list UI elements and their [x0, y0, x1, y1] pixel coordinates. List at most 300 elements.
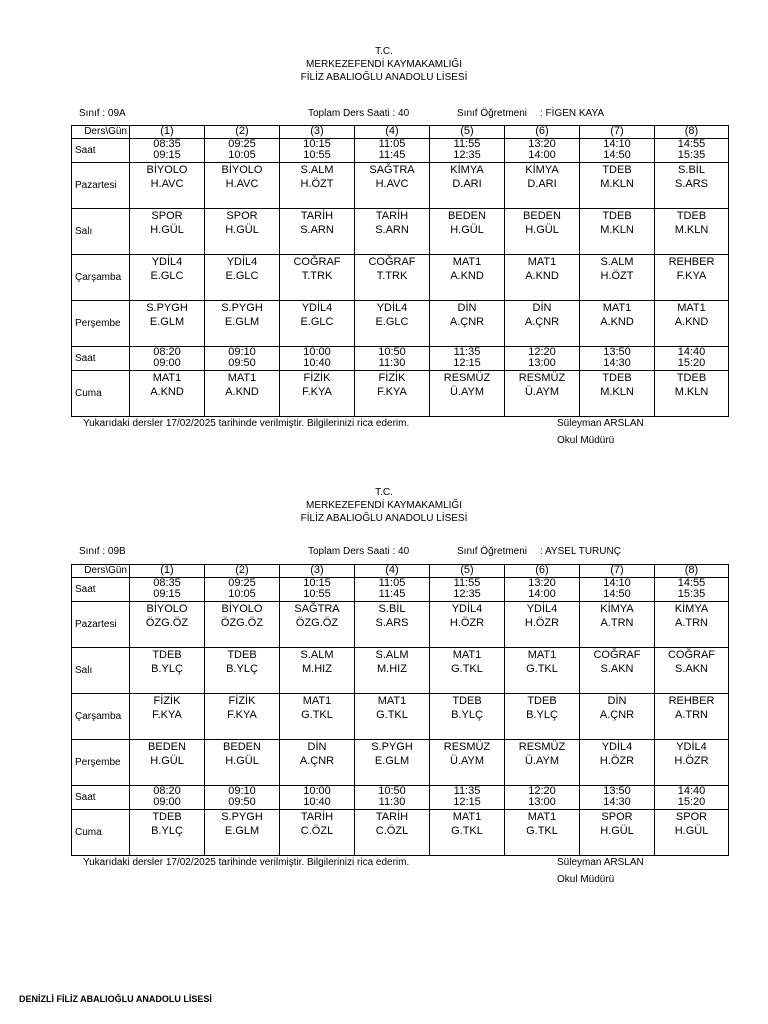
start-time: 13:20: [528, 577, 556, 589]
lesson-cell: [205, 602, 280, 648]
teacher-code: A.ÇNR: [299, 755, 335, 767]
start-time: 11:05: [378, 577, 406, 589]
teacher-code: H.AVC: [375, 178, 409, 190]
lesson-cell: [655, 371, 729, 417]
teacher-code: B.YLÇ: [151, 663, 183, 675]
teacher-code: E.GLM: [374, 755, 410, 767]
lesson-cell: [430, 301, 505, 347]
teacher-code: G.TKL: [376, 709, 408, 721]
teacher-code: F.KYA: [676, 270, 707, 282]
end-time: 13:00: [528, 357, 556, 369]
teacher-code: D.ARI: [452, 178, 482, 190]
note-text: Yukarıdaki dersler 17/02/2025 tarihinde verilmiştir. Bilgilerinizi rica ederim.: [83, 418, 410, 429]
teacher-code: H.ÖZR: [524, 617, 560, 629]
end-time: 14:00: [528, 588, 556, 600]
time-cell: [430, 786, 505, 810]
end-time: 09:50: [228, 357, 256, 369]
course-code: S.PYGH: [221, 302, 263, 314]
time-cell: [355, 139, 430, 163]
start-time: 09:25: [228, 138, 256, 150]
teacher-code: G.TKL: [526, 825, 558, 837]
time-cell: [205, 578, 280, 602]
course-code: BEDEN: [148, 741, 186, 753]
lesson-cell: [280, 301, 355, 347]
lesson-cell: [280, 694, 355, 740]
period-header: (8): [655, 126, 729, 139]
course-code: MAT1: [152, 372, 182, 384]
total-hours-label: Toplam Ders Saati : 40: [308, 108, 410, 119]
course-code: S.BİL: [678, 164, 705, 176]
time-cell: [205, 347, 280, 371]
course-code: RESMÜZ: [518, 741, 566, 753]
end-time: 09:00: [153, 357, 181, 369]
period-header: (1): [130, 126, 205, 139]
lesson-cell: [430, 209, 505, 255]
class-teacher-label: Sınıf Öğretmeni: [457, 546, 528, 557]
time-cell: [580, 139, 655, 163]
time-cell: [655, 347, 729, 371]
lesson-cell: [355, 648, 430, 694]
class-label: Sınıf : 09A: [79, 108, 126, 119]
total-hours-label: Toplam Ders Saati : 40: [308, 546, 410, 557]
day-row: [72, 602, 729, 648]
corner-cell: Ders\Gün: [72, 565, 130, 578]
teacher-code: S.ARN: [375, 224, 409, 236]
end-time: 14:50: [603, 149, 631, 161]
start-time: 14:55: [677, 577, 706, 589]
start-time: 11:35: [453, 785, 481, 797]
lesson-cell: [130, 301, 205, 347]
start-time: 08:35: [153, 138, 181, 150]
lesson-cell: [430, 648, 505, 694]
time-cell: [505, 578, 580, 602]
lesson-cell: [355, 371, 430, 417]
timetable: [71, 564, 729, 856]
course-code: MAT1: [527, 256, 557, 268]
teacher-code: C.ÖZL: [375, 825, 409, 837]
lesson-cell: [130, 810, 205, 856]
day-row: [72, 810, 729, 856]
teacher-code: G.TKL: [526, 663, 558, 675]
teacher-code: T.TRK: [301, 270, 333, 282]
time-cell: [205, 786, 280, 810]
lesson-cell: [505, 163, 580, 209]
time-cell: [280, 139, 355, 163]
teacher-code: H.AVC: [225, 178, 259, 190]
lesson-cell: [280, 371, 355, 417]
course-code: FİZİK: [228, 695, 256, 707]
end-time: 14:00: [528, 149, 556, 161]
course-code: TARİH: [300, 811, 334, 823]
start-time: 11:55: [453, 138, 481, 150]
course-code: YDİL4: [451, 603, 483, 615]
teacher-code: H.GÜL: [450, 224, 484, 236]
end-time: 10:40: [303, 796, 331, 808]
course-code: S.ALM: [300, 164, 334, 176]
signer-name: Süleyman ARSLAN: [557, 418, 644, 429]
teacher-code: M.HIZ: [377, 663, 407, 675]
school-footer: DENİZLİ FİLİZ ABALIOĞLU ANADOLU LİSESİ: [19, 994, 212, 1004]
start-time: 13:50: [603, 346, 631, 358]
time-cell: [505, 139, 580, 163]
corner-cell: Ders\Gün: [72, 126, 130, 139]
lesson-cell: [280, 209, 355, 255]
lesson-cell: [205, 810, 280, 856]
teacher-code: A.KND: [525, 270, 559, 282]
lesson-cell: [505, 602, 580, 648]
time-cell: [205, 139, 280, 163]
course-code: RESMÜZ: [518, 372, 566, 384]
teacher-code: E.GLC: [300, 316, 334, 328]
row-label: Perşembe: [72, 301, 130, 347]
time-cell: [655, 139, 729, 163]
start-time: 10:00: [303, 785, 331, 797]
teacher-code: G.TKL: [451, 663, 483, 675]
course-code: DİN: [532, 302, 552, 314]
end-time: 10:05: [228, 149, 256, 161]
day-row: [72, 255, 729, 301]
lesson-cell: [130, 694, 205, 740]
lesson-cell: [655, 209, 729, 255]
period-header: (5): [430, 565, 505, 578]
lesson-cell: [655, 694, 729, 740]
time-row: [72, 347, 729, 371]
end-time: 10:05: [228, 588, 256, 600]
course-code: MAT1: [452, 811, 482, 823]
course-code: FİZİK: [303, 372, 331, 384]
start-time: 10:15: [303, 577, 331, 589]
time-cell: [580, 578, 655, 602]
period-header: (2): [205, 126, 280, 139]
teacher-code: G.TKL: [301, 709, 333, 721]
lesson-cell: [205, 740, 280, 786]
teacher-code: F.KYA: [227, 709, 257, 721]
teacher-code: H.GÜL: [225, 755, 259, 767]
course-code: COĞRAF: [368, 256, 416, 268]
course-code: FİZİK: [153, 695, 181, 707]
course-code: MAT1: [302, 695, 332, 707]
lesson-cell: [580, 163, 655, 209]
period-header: (2): [205, 565, 280, 578]
end-time: 15:20: [677, 357, 706, 369]
day-row: [72, 209, 729, 255]
period-header: (6): [505, 126, 580, 139]
course-code: BİYOLO: [221, 603, 263, 615]
course-code: COĞRAF: [293, 256, 341, 268]
teacher-code: A.KND: [150, 386, 184, 398]
end-time: 12:35: [453, 149, 481, 161]
course-code: TDEB: [602, 372, 632, 384]
course-code: RESMÜZ: [443, 372, 491, 384]
time-cell: [355, 347, 430, 371]
lesson-cell: [655, 163, 729, 209]
time-cell: [655, 786, 729, 810]
teacher-code: S.AKN: [674, 663, 708, 675]
time-cell: [130, 139, 205, 163]
teacher-code: E.GLM: [224, 316, 260, 328]
teacher-code: A.ÇNR: [599, 709, 635, 721]
row-label: Saat: [72, 578, 130, 602]
course-code: MAT1: [452, 649, 482, 661]
row-label: Saat: [72, 347, 130, 371]
course-code: S.PYGH: [146, 302, 188, 314]
teacher-code: Ü.AYM: [524, 755, 560, 767]
teacher-code: H.GÜL: [674, 825, 709, 837]
teacher-code: A.KND: [225, 386, 259, 398]
teacher-code: ÖZG.ÖZ: [220, 617, 264, 629]
header-line: FİLİZ ABALIOĞLU ANADOLU LİSESİ: [300, 513, 468, 524]
time-cell: [505, 347, 580, 371]
class-label: Sınıf : 09B: [79, 546, 126, 557]
course-code: TDEB: [676, 372, 707, 384]
course-code: KİMYA: [450, 164, 484, 176]
lesson-cell: [430, 740, 505, 786]
course-code: SAĞTRA: [369, 164, 415, 176]
teacher-code: B.YLÇ: [226, 663, 258, 675]
lesson-cell: [580, 810, 655, 856]
course-code: KİMYA: [600, 603, 634, 615]
end-time: 15:35: [677, 149, 706, 161]
start-time: 14:10: [603, 138, 631, 150]
course-code: TARİH: [375, 210, 409, 222]
end-time: 10:55: [303, 149, 331, 161]
lesson-cell: [355, 209, 430, 255]
end-time: 12:15: [453, 357, 481, 369]
teacher-code: G.TKL: [451, 825, 483, 837]
time-cell: [355, 786, 430, 810]
start-time: 08:20: [153, 346, 181, 358]
course-code: TARİH: [300, 210, 334, 222]
end-time: 15:20: [677, 796, 706, 808]
start-time: 10:50: [378, 785, 406, 797]
header-line: T.C.: [375, 46, 393, 57]
course-code: YDİL4: [151, 256, 183, 268]
course-code: MAT1: [602, 302, 632, 314]
teacher-code: S.ARN: [300, 224, 334, 236]
time-cell: [430, 578, 505, 602]
start-time: 10:15: [303, 138, 331, 150]
row-label: Cuma: [72, 371, 130, 417]
period-header: (8): [655, 565, 729, 578]
lesson-cell: [505, 371, 580, 417]
teacher-code: E.GLC: [150, 270, 184, 282]
teacher-code: E.GLM: [224, 825, 260, 837]
lesson-cell: [280, 602, 355, 648]
day-row: [72, 740, 729, 786]
course-code: BİYOLO: [146, 164, 188, 176]
lesson-cell: [280, 810, 355, 856]
course-code: RESMÜZ: [443, 741, 491, 753]
row-label: Salı: [72, 648, 130, 694]
day-row: [72, 648, 729, 694]
period-header: (4): [355, 565, 430, 578]
course-code: SPOR: [151, 210, 183, 222]
course-code: BİYOLO: [146, 603, 188, 615]
lesson-cell: [130, 602, 205, 648]
start-time: 08:35: [153, 577, 181, 589]
teacher-code: B.YLÇ: [151, 825, 183, 837]
header-line: FİLİZ ABALIOĞLU ANADOLU LİSESİ: [300, 72, 468, 83]
lesson-cell: [355, 602, 430, 648]
period-header: (7): [580, 565, 655, 578]
period-header: (6): [505, 565, 580, 578]
course-code: TDEB: [602, 210, 632, 222]
course-code: TDEB: [152, 811, 182, 823]
row-label: Pazartesi: [72, 602, 130, 648]
teacher-code: Ü.AYM: [449, 386, 485, 398]
lesson-cell: [355, 694, 430, 740]
course-code: YDİL4: [376, 302, 408, 314]
start-time: 13:50: [603, 785, 631, 797]
course-code: TDEB: [527, 695, 557, 707]
teacher-code: ÖZG.ÖZ: [145, 617, 189, 629]
time-cell: [130, 347, 205, 371]
course-code: KİMYA: [525, 164, 559, 176]
teacher-code: H.ÖZT: [600, 270, 634, 282]
row-label: Saat: [72, 139, 130, 163]
course-code: DİN: [457, 302, 477, 314]
teacher-code: M.KLN: [600, 178, 634, 190]
lesson-cell: [355, 810, 430, 856]
note-text: Yukarıdaki dersler 17/02/2025 tarihinde verilmiştir. Bilgilerinizi rica ederim.: [83, 857, 410, 868]
lesson-cell: [430, 602, 505, 648]
start-time: 08:20: [153, 785, 181, 797]
course-code: KİMYA: [674, 603, 709, 615]
end-time: 11:45: [378, 149, 406, 161]
lesson-cell: [355, 163, 430, 209]
class-teacher-value: : FİGEN KAYA: [540, 108, 605, 119]
teacher-code: F.KYA: [377, 386, 407, 398]
lesson-cell: [280, 255, 355, 301]
course-code: TDEB: [452, 695, 482, 707]
end-time: 11:30: [378, 357, 406, 369]
lesson-cell: [580, 209, 655, 255]
teacher-code: H.ÖZR: [449, 617, 485, 629]
document-header: [0, 486, 768, 525]
course-code: MAT1: [677, 302, 706, 314]
row-label: Çarşamba: [72, 255, 130, 301]
lesson-cell: [280, 163, 355, 209]
course-code: SAĞTRA: [294, 603, 340, 615]
time-cell: [280, 578, 355, 602]
teacher-code: E.GLC: [375, 316, 409, 328]
end-time: 13:00: [528, 796, 556, 808]
row-label: Cuma: [72, 810, 130, 856]
teacher-code: S.AKN: [600, 663, 634, 675]
day-row: [72, 371, 729, 417]
lesson-cell: [655, 648, 729, 694]
lesson-cell: [205, 255, 280, 301]
course-code: DİN: [307, 741, 327, 753]
start-time: 12:20: [528, 346, 556, 358]
course-code: S.BİL: [378, 603, 406, 615]
period-header: (1): [130, 565, 205, 578]
teacher-code: H.GÜL: [150, 755, 184, 767]
course-code: SPOR: [226, 210, 258, 222]
time-cell: [430, 347, 505, 371]
teacher-code: E.GLC: [225, 270, 259, 282]
teacher-code: A.ÇNR: [449, 316, 485, 328]
teacher-code: H.ÖZT: [300, 178, 334, 190]
timetable: [71, 125, 729, 417]
teacher-code: B.YLÇ: [526, 709, 558, 721]
lesson-cell: [130, 740, 205, 786]
teacher-code: H.ÖZR: [599, 755, 635, 767]
lesson-cell: [205, 648, 280, 694]
lesson-cell: [280, 740, 355, 786]
start-time: 14:55: [677, 138, 706, 150]
lesson-cell: [505, 810, 580, 856]
lesson-cell: [505, 648, 580, 694]
row-label: Perşembe: [72, 740, 130, 786]
end-time: 11:45: [378, 588, 406, 600]
course-code: YDİL4: [601, 741, 633, 753]
course-code: REHBER: [668, 695, 715, 707]
signer-title: Okul Müdürü: [557, 435, 615, 446]
course-code: TDEB: [152, 649, 182, 661]
course-code: YDİL4: [526, 603, 558, 615]
end-time: 11:30: [378, 796, 406, 808]
time-cell: [505, 786, 580, 810]
period-header: (3): [280, 126, 355, 139]
lesson-cell: [655, 810, 729, 856]
header-line: T.C.: [375, 487, 393, 498]
teacher-code: F.KYA: [302, 386, 332, 398]
lesson-cell: [430, 163, 505, 209]
lesson-cell: [580, 648, 655, 694]
time-row: [72, 578, 729, 602]
course-code: COĞRAF: [667, 649, 716, 661]
start-time: 14:40: [677, 346, 706, 358]
course-code: S.ALM: [600, 256, 634, 268]
lesson-cell: [130, 648, 205, 694]
teacher-code: Ü.AYM: [449, 755, 485, 767]
end-time: 12:15: [453, 796, 481, 808]
start-time: 09:25: [228, 577, 256, 589]
teacher-code: S.ARS: [375, 617, 409, 629]
lesson-cell: [505, 694, 580, 740]
signer-title: Okul Müdürü: [557, 874, 615, 885]
course-code: SPOR: [601, 811, 633, 823]
lesson-cell: [205, 694, 280, 740]
lesson-cell: [130, 209, 205, 255]
teacher-code: A.KND: [674, 316, 709, 328]
period-header: (3): [280, 565, 355, 578]
teacher-code: A.TRN: [675, 709, 708, 721]
start-time: 14:40: [677, 785, 706, 797]
course-code: BİYOLO: [221, 164, 263, 176]
lesson-cell: [130, 371, 205, 417]
start-time: 10:50: [378, 346, 406, 358]
end-time: 14:50: [603, 588, 631, 600]
course-code: BEDEN: [448, 210, 486, 222]
start-time: 12:20: [528, 785, 556, 797]
course-code: S.ALM: [375, 649, 409, 661]
lesson-cell: [430, 371, 505, 417]
class-teacher-label: Sınıf Öğretmeni: [457, 108, 528, 119]
end-time: 15:35: [677, 588, 706, 600]
start-time: 11:35: [453, 346, 481, 358]
lesson-cell: [430, 694, 505, 740]
time-row: [72, 139, 729, 163]
course-code: SPOR: [675, 811, 708, 823]
end-time: 10:40: [303, 357, 331, 369]
lesson-cell: [580, 255, 655, 301]
course-code: MAT1: [452, 256, 482, 268]
day-row: [72, 301, 729, 347]
course-code: MAT1: [527, 649, 557, 661]
teacher-code: ÖZG.ÖZ: [295, 617, 339, 629]
